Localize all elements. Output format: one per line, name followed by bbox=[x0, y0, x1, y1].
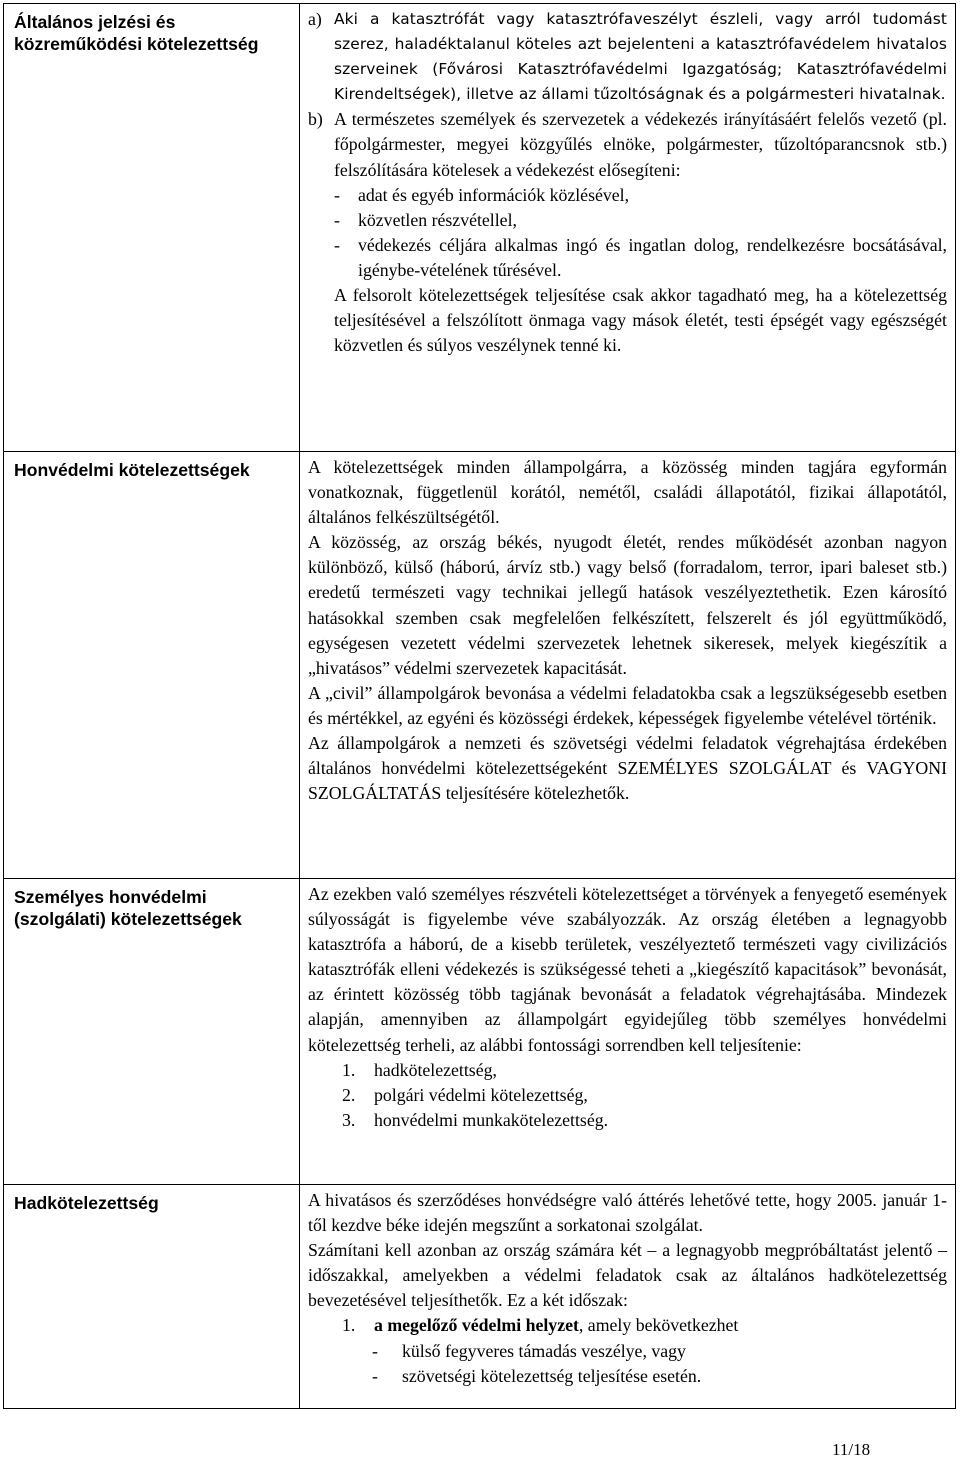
row-content bbox=[300, 879, 956, 1185]
emphasized-term: a megelőző védelmi helyzet bbox=[374, 1315, 579, 1336]
list-item-text: közvetlen részvétellel, bbox=[358, 209, 517, 230]
list-number: 1. bbox=[342, 1315, 356, 1336]
list-item bbox=[308, 1083, 947, 1108]
dash-bullet: - bbox=[372, 1365, 378, 1386]
dash-bullet: - bbox=[334, 184, 340, 205]
list-item-text: adat és egyéb információk közlésével, bbox=[358, 184, 630, 205]
obligations-table bbox=[3, 3, 956, 1409]
list-item bbox=[308, 1058, 947, 1083]
row-heading: Honvédelmi kötelezettségek bbox=[4, 452, 300, 879]
dash-bullet: - bbox=[334, 209, 340, 230]
item-text: A természetes személyek és szervezetek a védekezés irányításáért felelős vezető (pl. főpolgármester, megyei közgyűlés elnöke, polgármester, tűzoltóparancsnok stb.) felszólítására kötelesek a védekezést elősegíteni: bbox=[334, 109, 947, 180]
list-item-text: honvédelmi munkakötelezettség. bbox=[374, 1109, 609, 1130]
paragraph: A kötelezettségek minden állampolgárra, a közösség minden tagjára egyformán vonatkoznak, függetlenül korától, nemétől, családi állapotától, fizikai állapotától, általános felkészültségétől. bbox=[308, 457, 947, 528]
item-text: Aki a katasztrófát vagy katasztrófaveszélyt észleli, vagy arról tudomást szerez, haladéktalanul köteles azt bejelenteni a katasztrófavédelem hivatalos szerveinek (Fővárosi Katasztrófavédelmi Igazgatóság; Katasztrófavédelmi Kirendeltségek), illetve az állami tűzoltóságnak és a polgármesteri hivatalnak. bbox=[334, 10, 947, 104]
item-label: a) bbox=[308, 9, 322, 29]
closing-paragraph: A felsorolt kötelezettségek teljesítése csak akkor tagadható meg, ha a kötelezettség teljesítésével a felszólított önmaga vagy mások életét, testi épségét vagy egészségét közvetlen és súlyos veszélynek tenné ki. bbox=[334, 285, 947, 356]
list-item bbox=[334, 208, 947, 233]
dash-bullet: - bbox=[334, 234, 340, 255]
paragraph: Számítani kell azonban az ország számára két – a legnagyobb megpróbáltatást jelentő – időszakkal, amelyekben a védelmi feladatok csak az általános hadkötelezettség bevezetésével teljesíthetők. Ez a két időszak: bbox=[308, 1240, 947, 1311]
sub-list-item bbox=[308, 1339, 947, 1364]
paragraph: A közösség, az ország békés, nyugodt életét, rendes működését azonban nagyon különböző, külső (háború, árvíz stb.) vagy belső (forradalom, terror, ipari baleset stb.) eredetű természeti vagy technikai jellegű hatások veszélyeztethetik. Ezen károsító hatásokkal szemben csak megfelelően felkészített, felszerelt és jól együttműködő, egységesen vezetett védelmi szervezetek lehetnek sikeresek, melyek kiegészítik a „hivatásos” védelmi szervezetek kapacitását. bbox=[308, 532, 947, 678]
list-item-text: polgári védelmi kötelezettség, bbox=[374, 1084, 588, 1105]
list-item-text: , amely bekövetkezhet bbox=[578, 1315, 739, 1336]
list-number: 2. bbox=[342, 1084, 356, 1105]
row-content bbox=[300, 452, 956, 879]
list-item-text: hadkötelezettség, bbox=[374, 1059, 497, 1080]
table-row bbox=[4, 452, 956, 879]
table-row bbox=[4, 4, 956, 452]
item-label: b) bbox=[308, 109, 323, 130]
paragraph: Az állampolgárok a nemzeti és szövetségi védelmi feladatok végrehajtása érdekében általános honvédelmi kötelezettségeként SZEMÉLYES SZOLGÁLAT és VAGYONI SZOLGÁLTATÁS teljesítésére kötelezhetők. bbox=[308, 733, 947, 804]
row-heading: Személyes honvédelmi (szolgálati) kötelezettségek bbox=[4, 879, 300, 1185]
list-item-text: szövetségi kötelezettség teljesítése esetén. bbox=[402, 1365, 702, 1386]
row-content bbox=[300, 4, 956, 452]
page-number: 11/18 bbox=[832, 1440, 871, 1459]
list-number: 1. bbox=[342, 1059, 356, 1080]
table-row bbox=[4, 879, 956, 1185]
paragraph: Az ezekben való személyes részvételi kötelezettséget a törvények a fenyegető események súlyosságát is figyelembe véve szabályozzák. Az ország életében a legnagyobb katasztrófa a háború, de a kisebb területek, veszélyeztető természeti vagy civilizációs katasztrófák elleni védekezés is szükségessé teheti a „kiegészítő kapacitások” bevonását, az érintett közösség több tagjának bevonását a feladatok végrehajtásába. Mindezek alapján, amennyiben az állampolgárt egyidejűleg több személyes honvédelmi kötelezettség terheli, az alábbi fontossági sorrendben kell teljesítenie: bbox=[308, 884, 947, 1055]
paragraph: A hivatásos és szerződéses honvédségre való áttérés lehetővé tette, hogy 2005. január 1-től kezdve béke idején megszűnt a sorkatonai szolgálat. bbox=[308, 1190, 947, 1236]
list-item-text: külső fegyveres támadás veszélye, vagy bbox=[402, 1340, 686, 1361]
list-item-text: védekezés céljára alkalmas ingó és ingatlan dolog, rendelkezésre bocsátásával, igénybe-vételének tűrésével. bbox=[358, 234, 947, 280]
list-item bbox=[308, 1313, 947, 1338]
sub-list-item bbox=[308, 1364, 947, 1389]
row-heading: Hadkötelezettség bbox=[4, 1185, 300, 1409]
list-item bbox=[308, 1108, 947, 1133]
list-number: 3. bbox=[342, 1109, 356, 1130]
row-content bbox=[300, 1185, 956, 1409]
list-item bbox=[334, 183, 947, 208]
table-row bbox=[4, 1185, 956, 1409]
item-b bbox=[308, 107, 947, 358]
paragraph: A „civil” állampolgárok bevonása a védelmi feladatokba csak a legszükségesebb esetben és mértékkel, az egyéni és közösségi érdekek, képességek figyelembe vételével történik. bbox=[308, 682, 947, 728]
item-a bbox=[308, 7, 947, 107]
list-item bbox=[334, 233, 947, 283]
dash-bullet: - bbox=[372, 1340, 378, 1361]
row-heading: Általános jelzési és közreműködési kötelezettség bbox=[4, 4, 300, 452]
